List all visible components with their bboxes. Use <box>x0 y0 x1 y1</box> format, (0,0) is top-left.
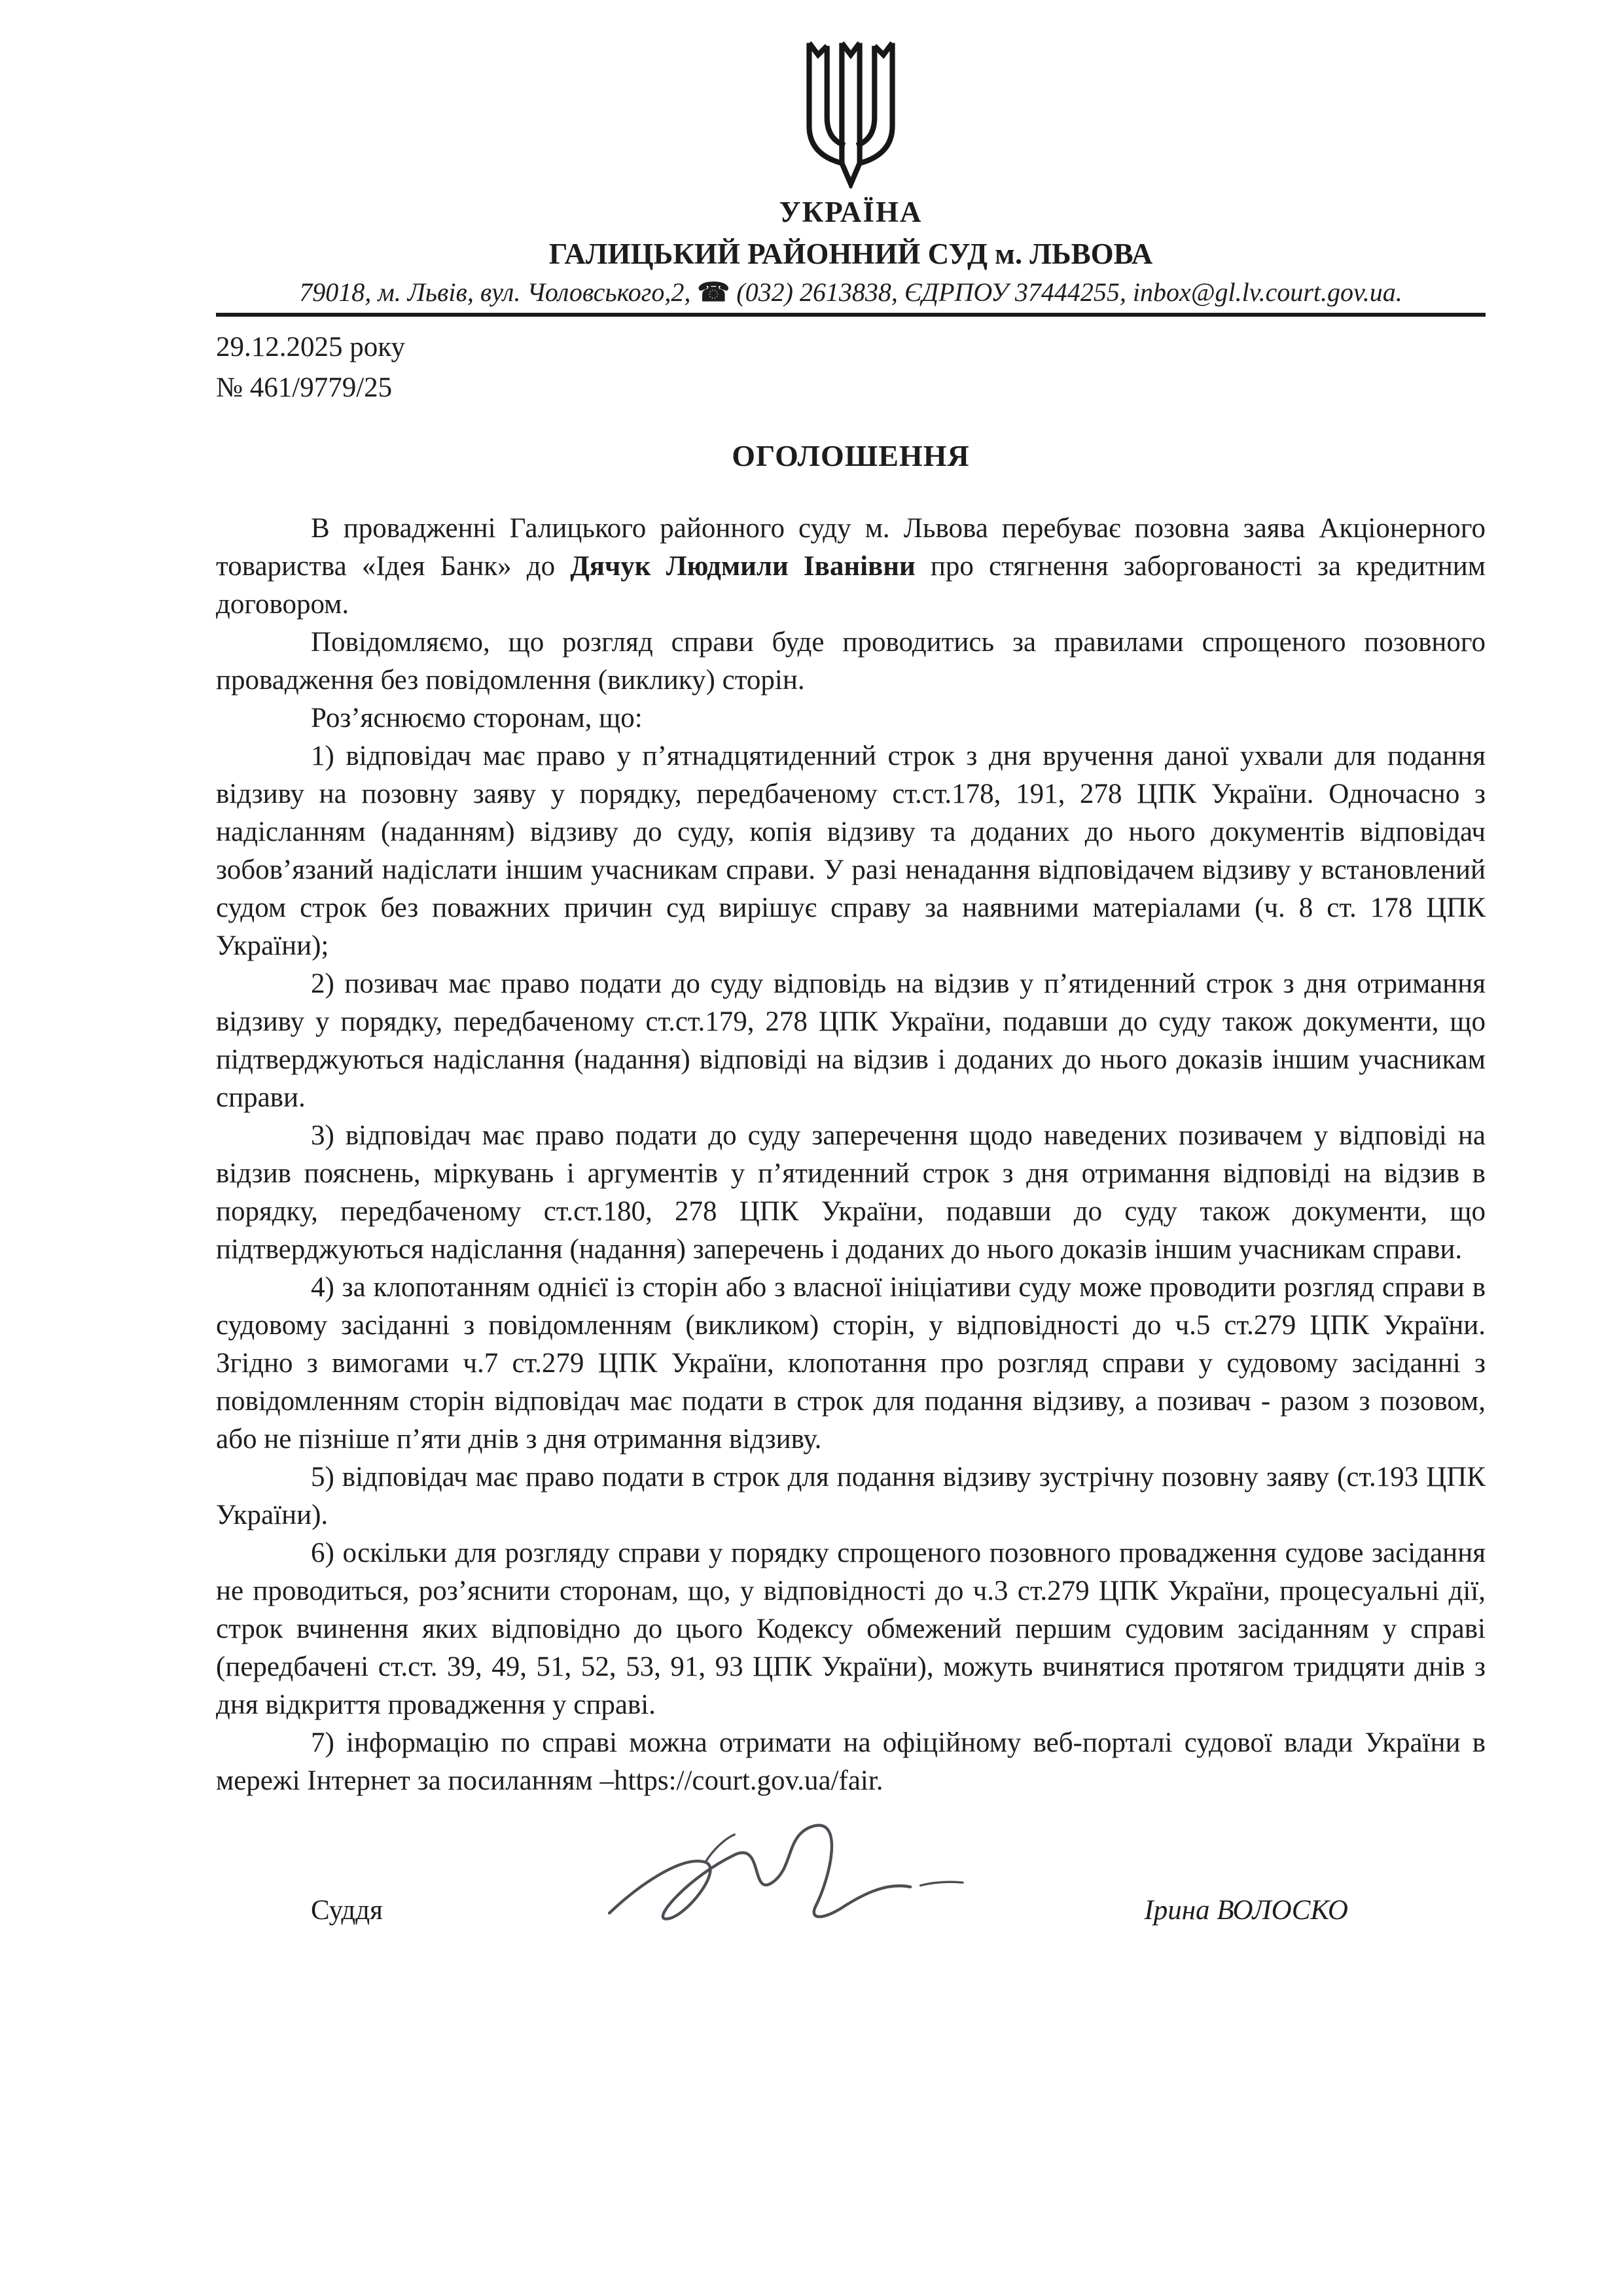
intro-paragraph <box>216 510 1486 624</box>
court-address-line <box>216 276 1486 309</box>
document-date: 29.12.2025 року <box>216 332 406 362</box>
list-item-2: 2) позивач має право подати до суду відповідь на відзив у п’ятиденний строк з дня отримання відзиву у порядку, передбаченому ст.ст.179, 278 ЦПК України, подавши до суду також документи, що підтверджуються надіслання (надання) відповіді на відзив і доданих до нього доказів іншим учасникам справи. <box>216 968 1486 1113</box>
document-title: ОГОЛОШЕННЯ <box>732 439 970 472</box>
intro-text-before: В провадженні Галицького районного суду м. Львова перебуває позовна заява Акціонерного товариства «Ідея Банк» до <box>216 513 1486 582</box>
defendant-name: Дячук Людмили Іванівни <box>570 551 916 582</box>
list-item-6: 6) оскільки для розгляду справи у порядку спрощеного позовного провадження судове засідання не проводиться, роз’яснити сторонам, що, у відповідності до ч.3 ст.279 ЦПК України, процесуальні дії, строк вчинення яких відповідно до цього Кодексу обмежений першим судовим засіданням у справі (передбачені ст.ст. 39, 49, 51, 52, 53, 91, 93 ЦПК України), можуть вчинятися протягом тридцяти днів з дня відкриття провадження у справі. <box>216 1538 1486 1720</box>
ukraine-trident-emblem <box>796 34 906 188</box>
judge-signature <box>582 1810 988 1941</box>
country-name: УКРАЇНА <box>779 196 923 228</box>
list-item-1: 1) відповідач має право у п’ятнадцятиденний строк з дня вручення даної ухвали для подання відзиву на позовну заяву у порядку, передбаченому ст.ст.178, 191, 278 ЦПК України. Одночасно з надісланням (наданням) відзиву до суду, копія відзиву та доданих до нього документів відповідач зобов’язаний надіслати іншим учасникам справи. У разі ненадання відповідачем відзиву у встановлений судом строк без поважних причин суд вирішує справу за наявними матеріалами (ч. 8 ст. 178 ЦПК України); <box>216 741 1486 961</box>
address-part-2: (032) 2613838, ЄДРПОУ 37444255, inbox@gl.lv.court.gov.ua. <box>730 277 1402 307</box>
header-divider <box>216 313 1486 317</box>
list-item-3: 3) відповідач має право подати до суду заперечення щодо наведених позивачем у відповіді на відзив пояснень, міркувань і аргументів у п’ятиденний строк з дня отримання відповіді на відзив в порядку, передбаченому ст.ст.180, 278 ЦПК України, подавши до суду також документи, що підтверджуються надіслання (надання) заперечень і доданих до нього доказів іншим учасникам справи. <box>216 1120 1486 1265</box>
document-body <box>216 510 1486 1800</box>
letterhead <box>216 34 1486 408</box>
judge-label: Суддя <box>311 1895 383 1926</box>
list-item-4: 4) за клопотанням однієї із сторін або з власної ініціативи суду може проводити розгляд справи в судовому засіданні з повідомленням (викликом) сторін, у відповідності до ч.5 ст.279 ЦПК України. Згідно з вимогами ч.7 ст.279 ЦПК України, клопотання про розгляд справи у судовому засіданні з повідомленням сторін відповідач має подати в строк для подання відзиву, а позивач - разом з позовом, або не пізніше п’яти днів з дня отримання відзиву. <box>216 1272 1486 1455</box>
list-item-7: 7) інформацію по справі можна отримати на офіційному веб-порталі судової влади України в мережі Інтернет за посиланням –https://court.gov.ua/fair. <box>216 1727 1486 1796</box>
phone-icon: ☎ <box>697 277 730 307</box>
judge-name: Ірина ВОЛОСКО <box>1144 1895 1348 1926</box>
signature-block <box>216 1892 1486 1930</box>
intro-text-after: про стягнення заборгованості за кредитним договором. <box>216 551 1486 620</box>
address-part-1: 79018, м. Львів, вул. Чоловського,2, <box>299 277 698 307</box>
list-item-5: 5) відповідач має право подати в строк для подання відзиву зустрічну позовну заяву (ст.193 ЦПК України). <box>216 1462 1486 1530</box>
court-name: ГАЛИЦЬКИЙ РАЙОННИЙ СУД м. ЛЬВОВА <box>548 238 1153 270</box>
notice-paragraph: Повідомляємо, що розгляд справи буде проводитись за правилами спрощеного позовного провадження без повідомлення (виклику) сторін. <box>216 627 1486 696</box>
case-number: № 461/9779/25 <box>216 372 393 403</box>
clarification-lead: Роз’яснюємо сторонам, що: <box>311 703 643 733</box>
